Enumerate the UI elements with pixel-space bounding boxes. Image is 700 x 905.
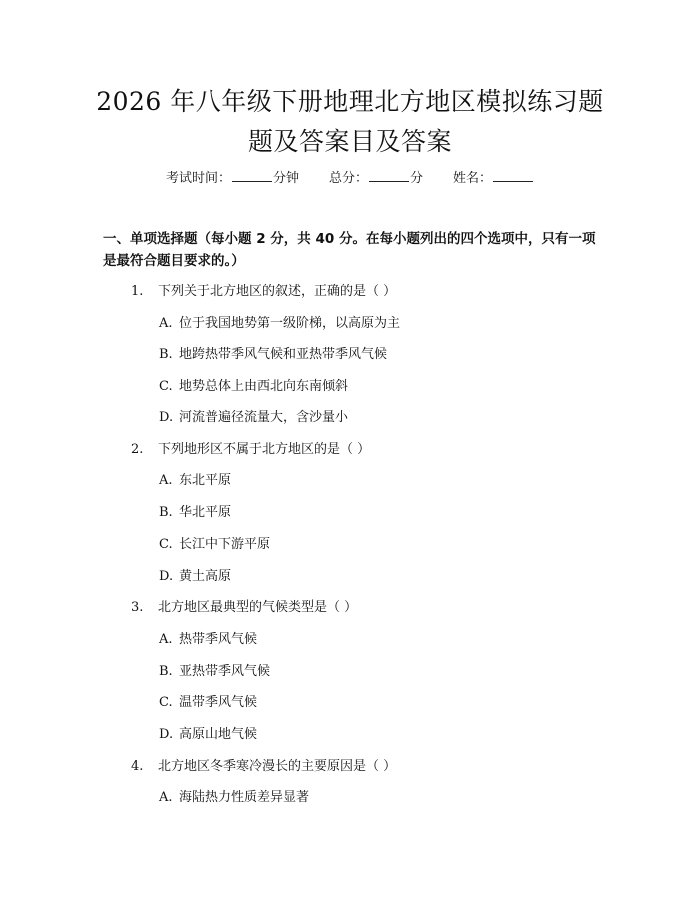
option-letter: D. [159,569,174,584]
option-text: 东北平原 [179,473,232,488]
option-letter: B. [159,664,173,679]
question-4-option-a [159,788,309,808]
question-2-option-d [159,567,231,587]
question-2-option-b [159,503,231,523]
question-2-option-a [159,471,231,491]
question-number: 2. [131,442,144,457]
score-label: 总分： [328,171,368,186]
option-text: 热带季风气候 [179,632,258,647]
question-1-option-d [159,408,348,428]
question-1-option-c [159,377,348,397]
question-1-option-a [159,314,400,334]
option-letter: B. [159,347,173,362]
option-text: 华北平原 [179,505,232,520]
section-heading-line-2: 是最符合题目要求的。） [103,253,245,269]
option-letter: A. [159,316,173,331]
option-text: 亚热带季风气候 [179,664,271,679]
option-text: 温带季风气候 [179,695,258,710]
question-text: 下列地形区不属于北方地区的是（ ） [158,442,371,457]
score-blank [369,167,409,182]
option-letter: A. [159,790,173,805]
exam-meta-row [0,167,700,189]
name-label: 姓名： [453,171,493,186]
time-unit: 分钟 [272,171,299,186]
option-text: 高原山地气候 [179,727,258,742]
option-letter: D. [159,727,174,742]
score-unit: 分 [410,171,424,186]
question-1-option-b [159,345,387,365]
exam-title-line-2: 题及答案目及答案 [247,127,452,156]
exam-time-field [166,167,299,189]
question-number: 1. [131,284,144,299]
question-number: 3. [131,600,144,615]
question-text: 下列关于北方地区的叙述，正确的是（ ） [158,284,397,299]
option-letter: C. [159,379,173,394]
option-text: 位于我国地势第一级阶梯，以高原为主 [179,316,401,331]
total-score-field [329,167,423,189]
question-2 [131,440,370,460]
option-letter: C. [159,695,173,710]
name-blank [493,167,533,182]
question-3-option-b [159,662,270,682]
option-text: 河流普遍径流量大，含沙量小 [179,410,349,425]
question-2-option-c [159,535,270,555]
option-text: 地跨热带季风气候和亚热带季风气候 [179,347,388,362]
option-letter: B. [159,505,173,520]
student-name-field [453,167,534,189]
question-text: 北方地区最典型的气候类型是（ ） [158,600,358,615]
option-letter: A. [159,473,173,488]
question-number: 4. [131,759,144,774]
option-text: 地势总体上由西北向东南倾斜 [179,379,349,394]
question-text: 北方地区冬季寒冷漫长的主要原因是（ ） [158,759,397,774]
option-text: 海陆热力性质差异显著 [179,790,310,805]
option-letter: A. [159,632,173,647]
time-blank [232,167,272,182]
question-3-option-d [159,725,257,745]
question-1 [131,282,396,302]
option-letter: D. [159,410,174,425]
option-text: 黄土高原 [179,569,232,584]
time-label: 考试时间： [165,171,231,186]
question-3-option-a [159,630,257,650]
question-3 [131,598,357,618]
section-heading-line-1: 一、单项选择题（每小题 2 分，共 40 分。在每小题列出的四个选项中，只有一项 [103,231,596,247]
question-4 [131,757,396,777]
option-letter: C. [159,537,173,552]
question-3-option-c [159,693,257,713]
exam-title-line-1: 2026 年八年级下册地理北方地区模拟练习题 [96,87,604,116]
option-text: 长江中下游平原 [179,537,271,552]
